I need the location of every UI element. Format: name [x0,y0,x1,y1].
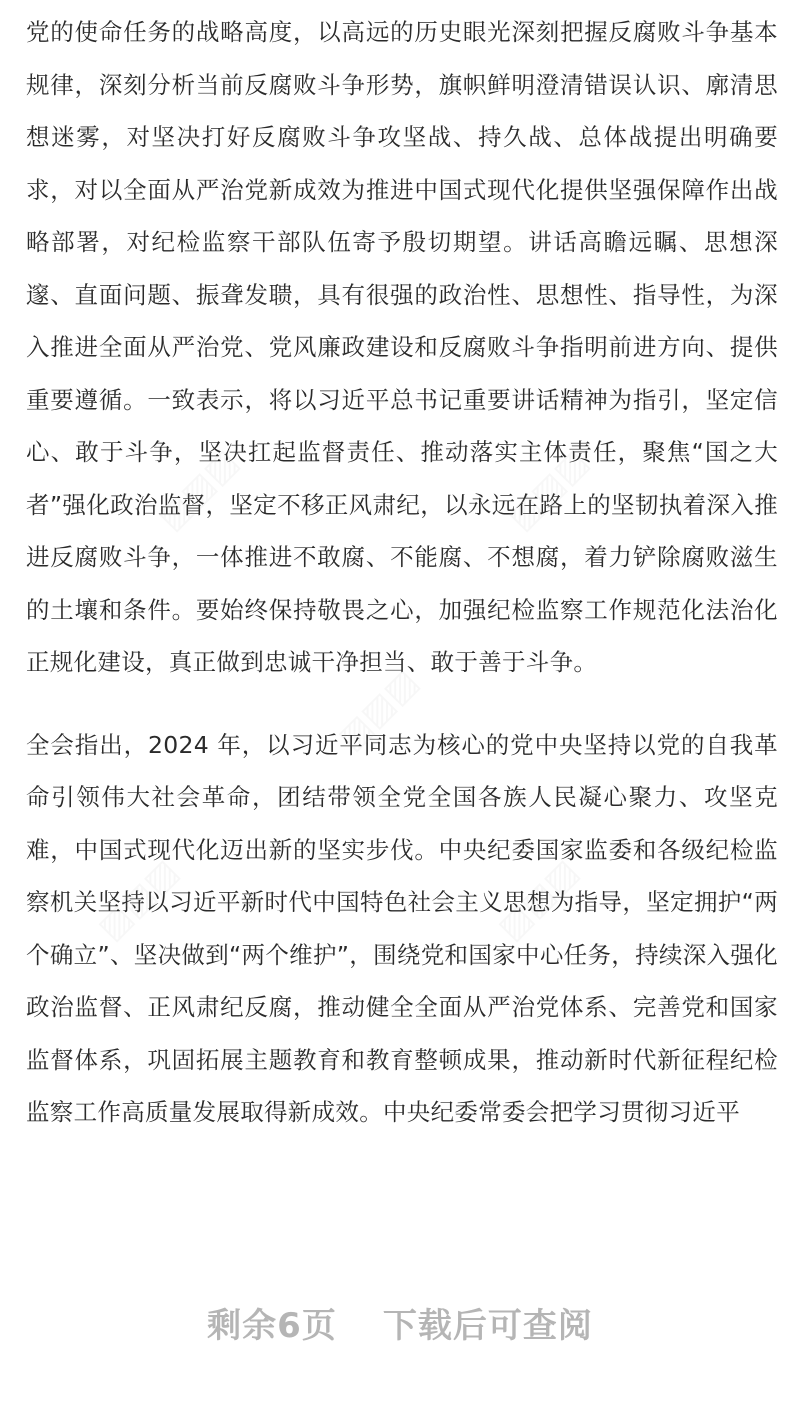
document-body [26,0,778,1139]
watermark-icon: ▨▨▨ [329,661,427,759]
paragraph-2: 全会指出，2024 年，以习近平同志为核心的党中央坚持以党的自我革命引领伟大社会革命，团结带领全党全国各族人民凝心聚力、攻坚克难，中国式现代化迈出新的坚实步伐。中央纪委国家监委和各级纪检监察机关坚持以习近平新时代中国特色社会主义思想为指导，坚定拥护“两个确立”、坚决做到“两个维护”，围绕党和国家中心任务，持续深入强化政治监督、正风肃纪反腐，推动健全全面从严治党体系、完善党和国家监督体系，巩固拓展主题教育和教育整顿成果，推动新时代新征程纪检监察工作高质量发展取得新成效。中央纪委常委会把学习贯彻习近平 [26,730,778,1126]
watermark-icon: ▨▨▨ [149,441,247,539]
watermark-icon: ▨▨▨ [499,441,597,539]
paragraph-1: 党的使命任务的战略高度，以高远的历史眼光深刻把握反腐败斗争基本规律，深刻分析当前反腐败斗争形势，旗帜鲜明澄清错误认识、廓清思想迷雾，对坚决打好反腐败斗争攻坚战、持久战、总体战提出明确要求，对以全面从严治党新成效为推进中国式现代化提供坚强保障作出战略部署，对纪检监察干部队伍寄予殷切期望。讲话高瞻远瞩、思想深邃、直面问题、振聋发聩，具有很强的政治性、思想性、指导性，为深入推进全面从严治党、党风廉政建设和反腐败斗争指明前进方向、提供重要遵循。一致表示，将以习近平总书记重要讲话精神为指引，坚定信心、敢于斗争，坚决扛起监督责任、推动落实主体责任，聚焦“国之大者”强化政治监督，坚定不移正风肃纪，以永远在路上的坚韧执着深入推进反腐败斗争，一体推进不敢腐、不能腐、不想腐，着力铲除腐败滋生的土壤和条件。要始终保持敬畏之心，加强纪检监察工作规范化法治化正规化建设，真正做到忠诚干净担当、敢于善于斗争。 [26,18,778,676]
watermark-icon: ▨▨▨ [489,851,587,949]
download-banner[interactable] [0,1298,800,1347]
download-prompt-label: 下载后可查阅 [382,1306,593,1346]
remaining-pages-label: 剩余6页 [207,1306,337,1346]
watermark-icon: ▨▨▨ [89,851,187,949]
